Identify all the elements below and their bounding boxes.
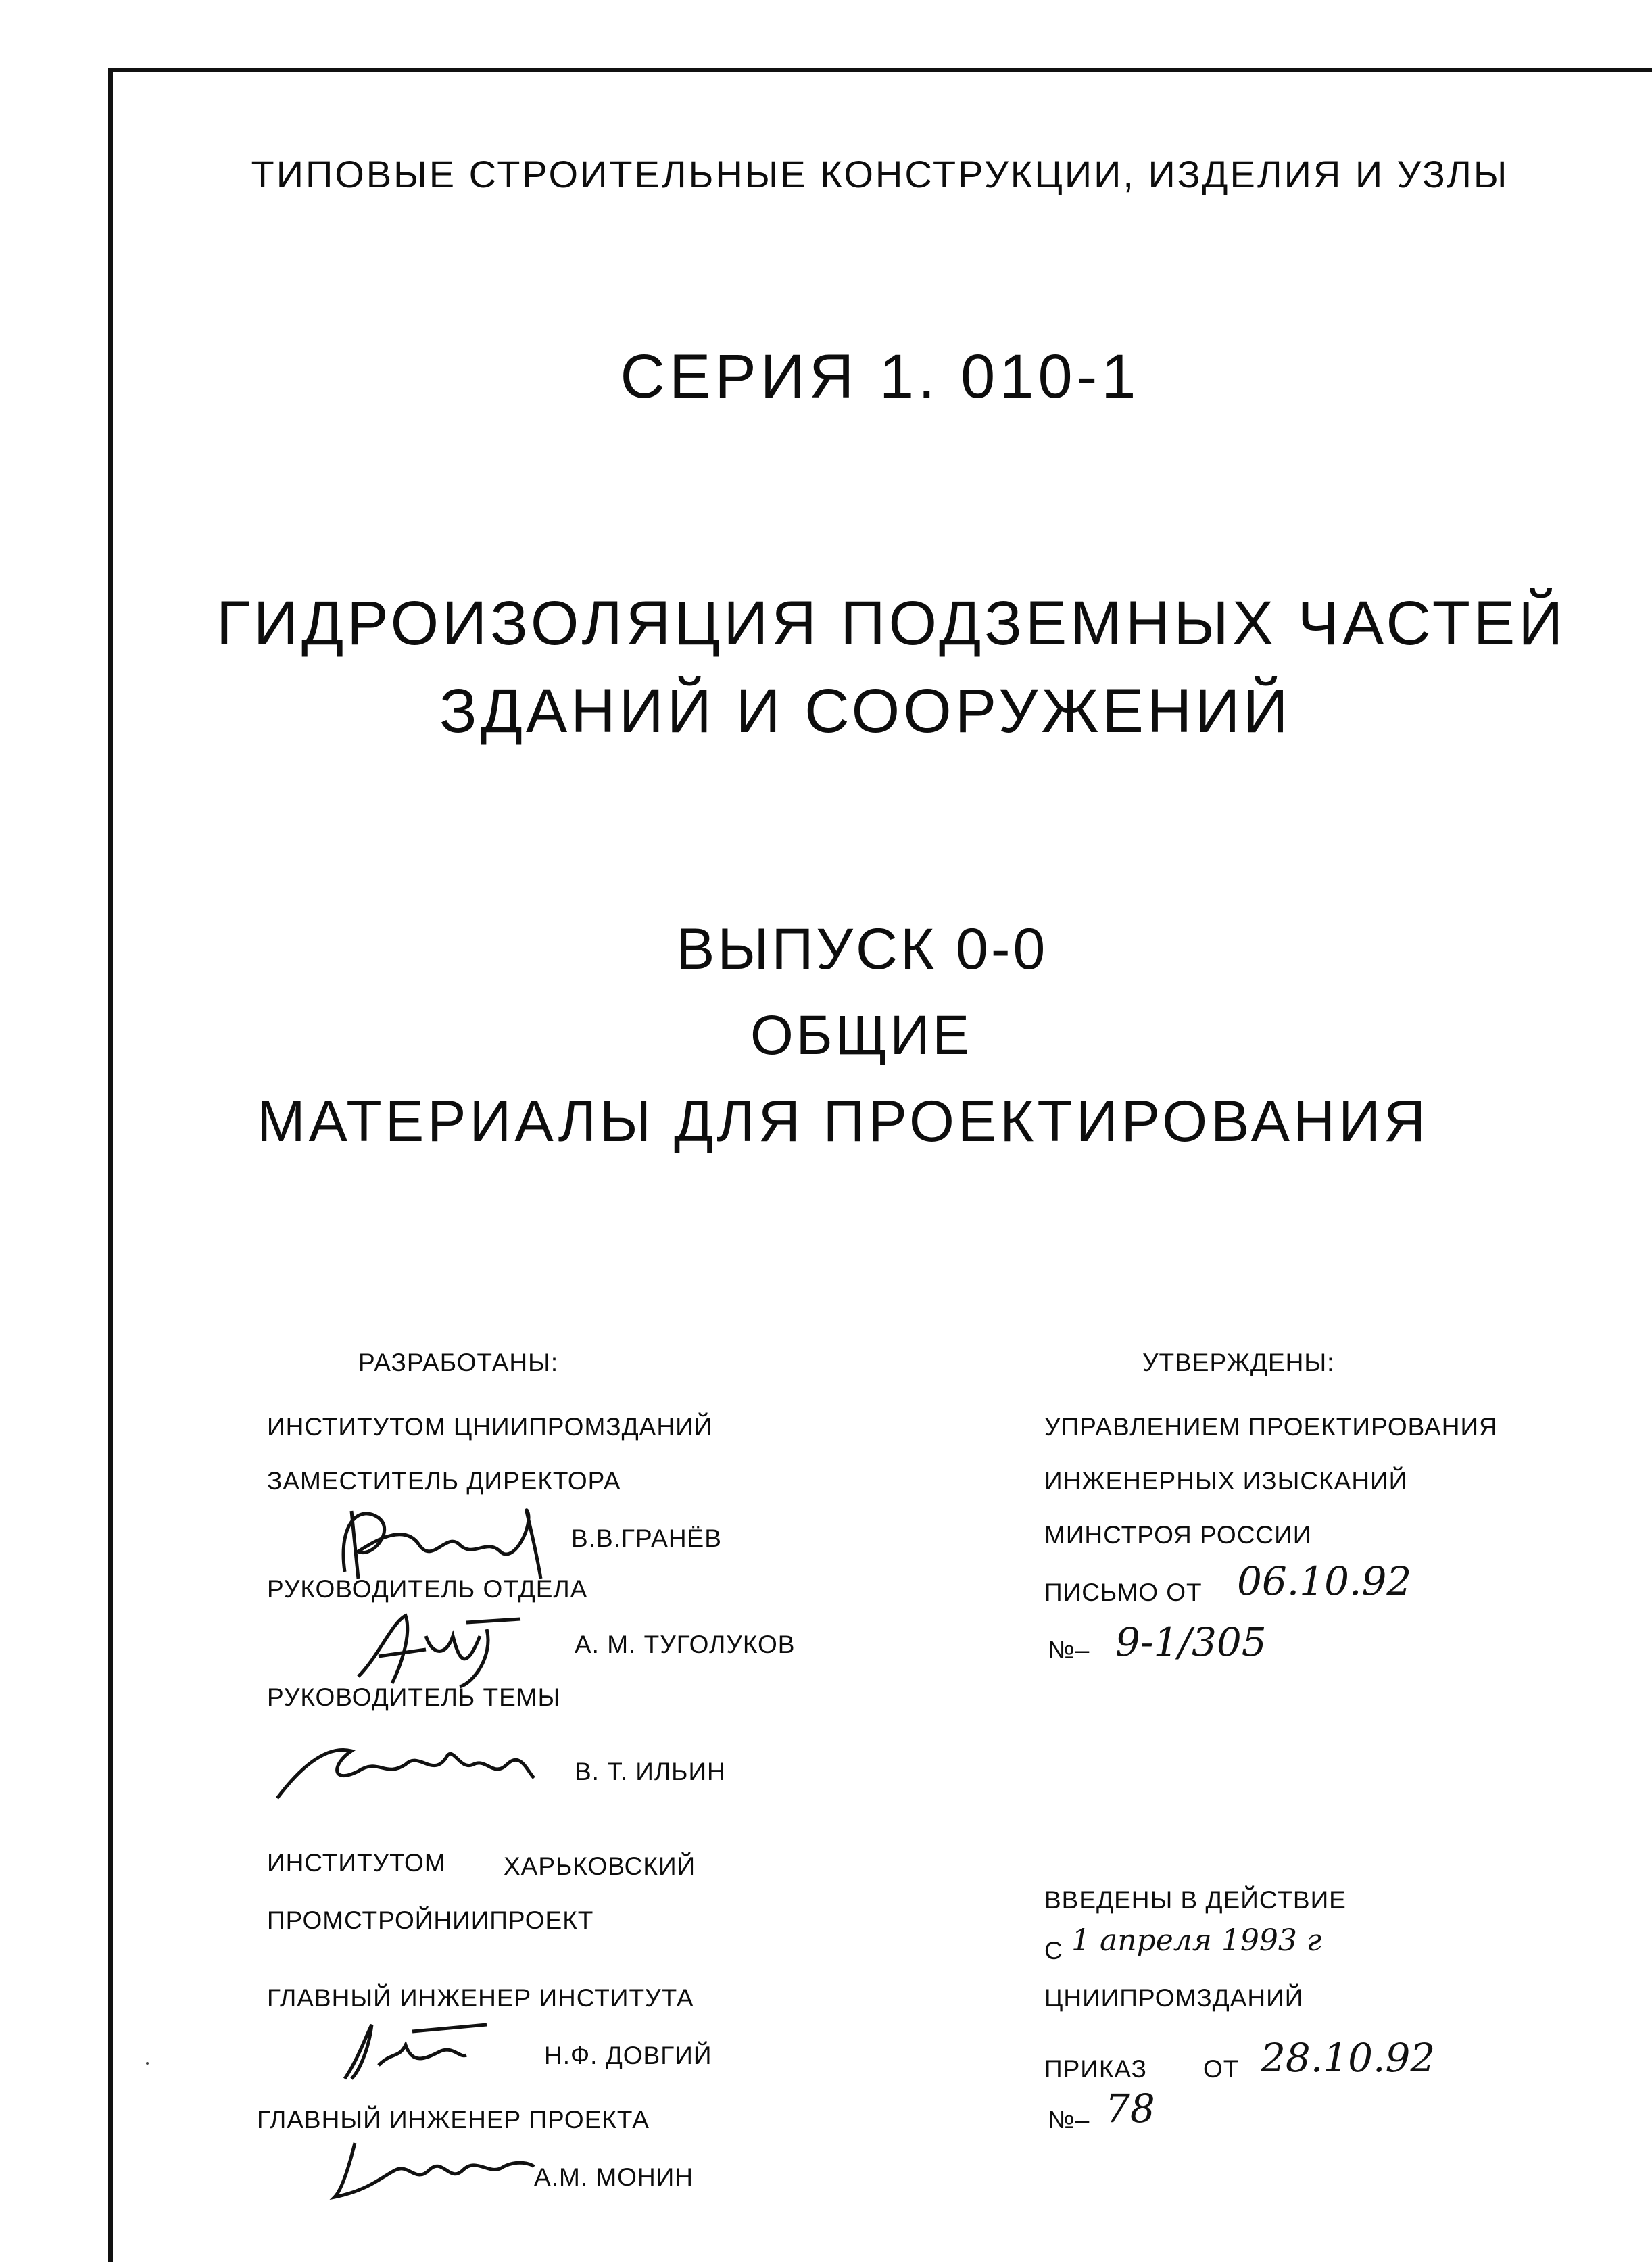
approved-line-1: УПРАВЛЕНИЕМ ПРОЕКТИРОВАНИЯ: [1044, 1413, 1498, 1441]
subtitle-line-2: МАТЕРИАЛЫ ДЛЯ ПРОЕКТИРОВАНИЯ: [257, 1089, 1429, 1154]
order-number: 78: [1105, 2086, 1155, 2132]
issue-number: ВЫПУСК 0-0: [676, 917, 1048, 982]
letter-number-label: №–: [1048, 1636, 1090, 1664]
developed-institute-1: ИНСТИТУТОМ ЦНИИПРОМЗДАНИЙ: [267, 1413, 713, 1441]
signature-tugolukov: [351, 1609, 534, 1690]
approved-heading: УТВЕРЖДЕНЫ:: [1142, 1349, 1335, 1376]
series-number: СЕРИЯ 1. 010-1: [620, 342, 1140, 411]
approved-line-2: ИНЖЕНЕРНЫХ ИЗЫСКАНИЙ: [1044, 1467, 1408, 1495]
subtitle-line-1: ОБЩИЕ: [750, 1005, 973, 1066]
order-label: ПРИКАЗ: [1044, 2055, 1148, 2083]
order-date: 28.10.92: [1261, 2035, 1436, 2081]
chief-engineer-institute-name: Н.Ф. ДОВГИЙ: [544, 2042, 712, 2069]
enacted-from-label: С: [1044, 1937, 1063, 1965]
institute-2-name: ХАРЬКОВСКИЙ: [504, 1852, 696, 1880]
signature-monin: [328, 2136, 537, 2204]
dept-head-title: РУКОВОДИТЕЛЬ ОТДЕЛА: [267, 1575, 588, 1603]
developed-heading: РАЗРАБОТАНЫ:: [358, 1349, 559, 1376]
header-text: ТИПОВЫЕ СТРОИТЕЛЬНЫЕ КОНСТРУКЦИИ, ИЗДЕЛИЯ И УЗЛЫ: [251, 153, 1509, 195]
enacted-line-1: ВВЕДЕНЫ В ДЕЙСТВИЕ: [1044, 1886, 1346, 1914]
topic-head-title: РУКОВОДИТЕЛЬ ТЕМЫ: [267, 1683, 561, 1711]
chief-engineer-project-title: ГЛАВНЫЙ ИНЖЕНЕР ПРОЕКТА: [257, 2106, 650, 2134]
chief-engineer-institute-title: ГЛАВНЫЙ ИНЖЕНЕР ИНСТИТУТА: [267, 1984, 694, 2012]
title-line-2: ЗДАНИЙ И СООРУЖЕНИЙ: [439, 677, 1292, 746]
letter-label: ПИСЬМО ОТ: [1044, 1579, 1202, 1606]
order-number-label: №–: [1048, 2106, 1090, 2134]
deputy-director-name: В.В.ГРАНЁВ: [571, 1524, 722, 1552]
deputy-director-title: ЗАМЕСТИТЕЛЬ ДИРЕКТОРА: [267, 1467, 621, 1495]
letter-date: 06.10.92: [1237, 1558, 1412, 1604]
page-frame-top: [108, 68, 1652, 72]
chief-engineer-project-name: А.М. МОНИН: [534, 2163, 694, 2191]
institute-2-label: ИНСТИТУТОМ: [267, 1849, 446, 1877]
dept-head-name: А. М. ТУГОЛУКОВ: [575, 1631, 796, 1658]
scan-speck: [146, 2062, 149, 2065]
signature-dovgiy: [331, 2018, 493, 2086]
title-line-1: ГИДРОИЗОЛЯЦИЯ ПОДЗЕМНЫХ ЧАСТЕЙ: [216, 589, 1567, 658]
institute-2-name-2: ПРОМСТРОЙНИИПРОЕКТ: [267, 1906, 594, 1934]
order-from-label: ОТ: [1203, 2055, 1240, 2083]
enacted-organization: ЦНИИПРОМЗДАНИЙ: [1044, 1984, 1304, 2012]
letter-number: 9-1/305: [1115, 1619, 1267, 1665]
topic-head-name: В. Т. ИЛЬИН: [575, 1758, 726, 1785]
enacted-from-date: 1 апреля 1993 г: [1071, 1923, 1322, 1958]
approved-line-3: МИНСТРОЯ РОССИИ: [1044, 1521, 1312, 1549]
signature-ilyin: [270, 1731, 541, 1805]
